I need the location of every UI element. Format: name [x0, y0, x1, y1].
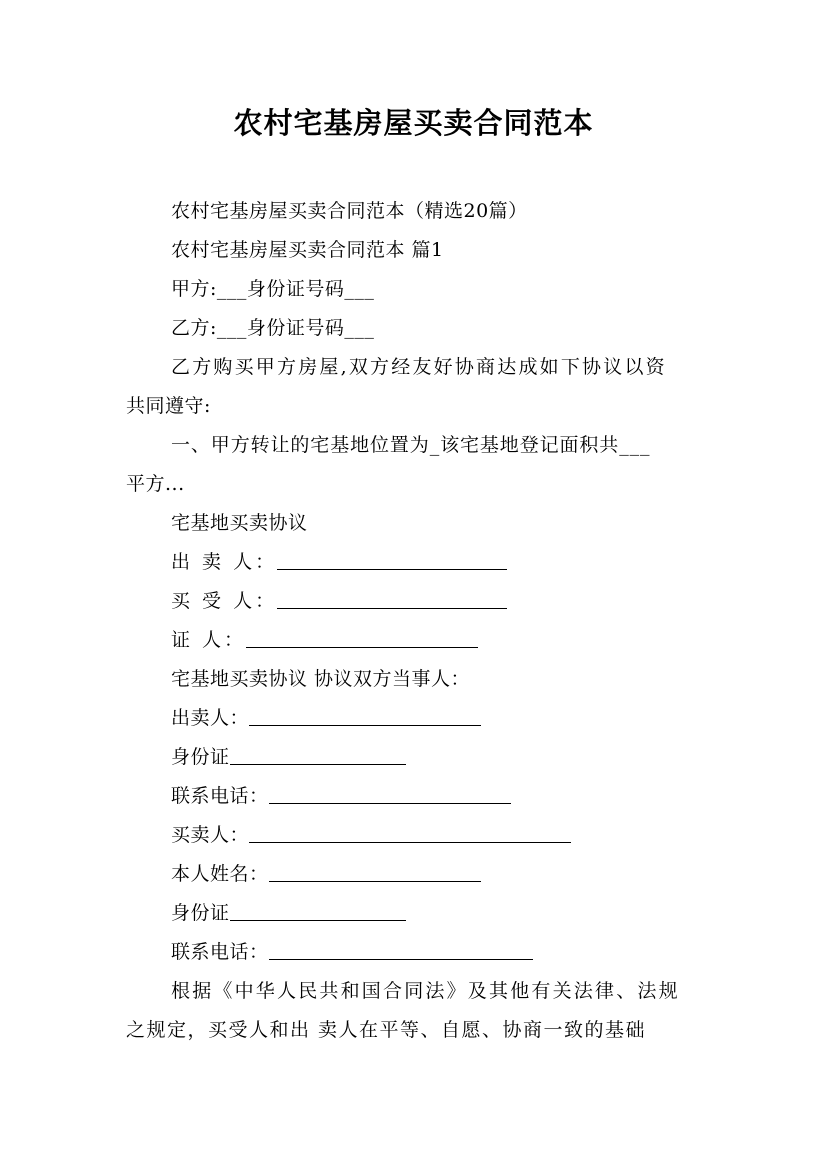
blank-line: [249, 705, 481, 726]
blank-line: [269, 783, 511, 804]
party-a-line: 甲方:___身份证号码___: [171, 278, 375, 300]
field-label: 联系电话：: [171, 785, 269, 807]
paragraph-line: 乙方购买甲方房屋,双方经友好协商达成如下协议以资: [171, 356, 667, 378]
blank-line: [269, 861, 481, 882]
phone-field: [171, 939, 533, 965]
section-heading: 农村宅基房屋买卖合同范本 篇1: [171, 239, 444, 261]
buyer-name-field: [171, 822, 571, 848]
party-b-line: 乙方:___身份证号码___: [171, 317, 375, 339]
field-label: 出 卖 人：: [171, 551, 278, 573]
id-field: [171, 744, 406, 770]
blank-line: [230, 744, 406, 765]
person-name-field: [171, 861, 481, 887]
field-label: 身份证: [171, 746, 230, 768]
blank-line: [246, 627, 478, 648]
subheading: 宅基地买卖协议 协议双方当事人：: [171, 668, 471, 690]
blank-line: [269, 939, 533, 960]
seller-field: [171, 549, 507, 575]
paragraph-line: 平方...: [126, 473, 185, 495]
paragraph-line: 共同遵守:: [126, 395, 211, 417]
paragraph-line: 根据《中华人民共和国合同法》及其他有关法律、法规: [171, 980, 680, 1002]
subheading: 宅基地买卖协议: [171, 512, 308, 534]
field-label: 本人姓名：: [171, 863, 269, 885]
id-field: [171, 900, 406, 926]
field-label: 证 人：: [171, 629, 247, 651]
field-label: 联系电话：: [171, 941, 269, 963]
blank-line: [277, 588, 507, 609]
paragraph-line: 之规定，买受人和出 卖人在平等、自愿、协商一致的基础: [126, 1019, 647, 1041]
field-label: 买 受 人：: [171, 590, 278, 612]
seller-name-field: [171, 705, 481, 731]
paragraph-line: 一、甲方转让的宅基地位置为_该宅基地登记面积共___: [171, 434, 651, 456]
paragraph-heading: 农村宅基房屋买卖合同范本（精选20篇）: [171, 200, 528, 222]
blank-line: [277, 549, 507, 570]
field-label: 买卖人：: [171, 824, 250, 846]
phone-field: [171, 783, 511, 809]
document-title: 农村宅基房屋买卖合同范本: [233, 106, 594, 140]
buyer-field: [171, 588, 507, 614]
witness-field: [171, 627, 478, 653]
blank-line: [230, 900, 406, 921]
blank-line: [249, 822, 571, 843]
field-label: 身份证: [171, 902, 230, 924]
field-label: 出卖人：: [171, 707, 250, 729]
